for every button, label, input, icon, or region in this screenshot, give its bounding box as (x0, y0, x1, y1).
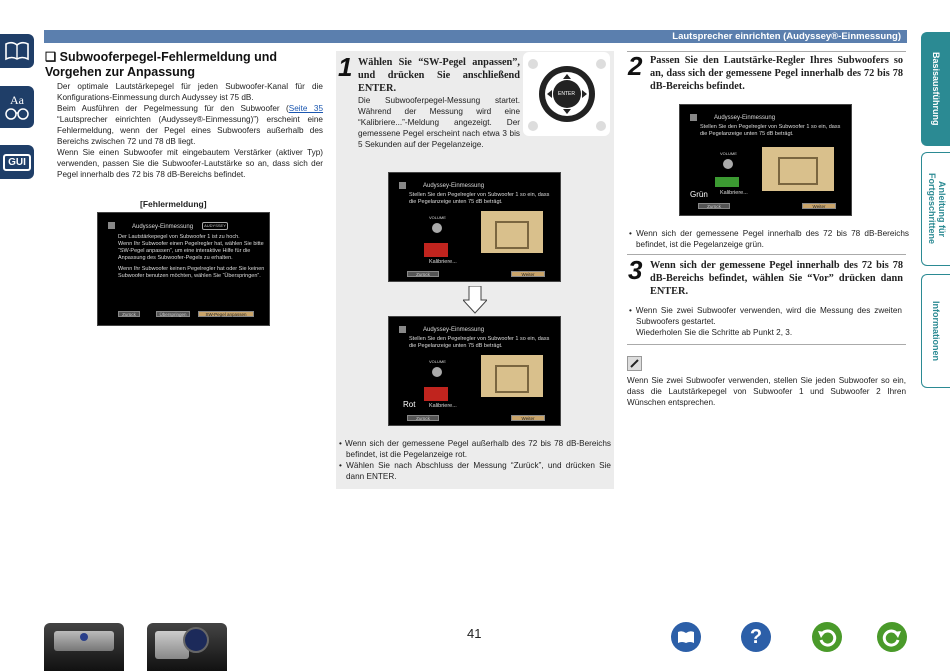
step-number: 2 (628, 51, 643, 81)
book-icon[interactable] (0, 34, 34, 68)
header-title: Lautsprecher einrichten (Audyssey®-Einmessung) (672, 31, 901, 42)
bullet: • Wählen Sie nach Abschluss der Messung “Zurück”, und drücken Sie dann ENTER. (339, 461, 611, 481)
font-size-icon[interactable]: Aa (0, 86, 34, 128)
step1-bullets (339, 438, 611, 482)
error-screen: Audyssey-Einmessung AUDYSSEY Der Lautstärkepegel von Subwoofer 1 ist zu hoch. Wenn Ihr Subwoofer einen Pegelregler hat, wählen Sie bitte “SW-Pegel anpassen”, um eine interaktive Hilfe für die Anpassung des Subwoofer-Pegels zu erhalten. Wenn Ihr Subwoofer keinen Pegelregler hat oder Sie keinen Subwoofer benutzen möchten, wählen Sie “Überspringen”. Zurück Überspringen SW-Pegel anpassen (97, 212, 270, 326)
tab-basisausfuehrung[interactable]: Basisausführung (921, 32, 950, 146)
error-caption: [Fehlermeldung] (140, 199, 207, 209)
book-icon[interactable] (671, 622, 701, 652)
step-number: 3 (628, 255, 643, 285)
calibration-screen: Audyssey-Einmessung Stellen Sie den Pegelregler von Subwoofer 1 so ein, dass die Pegelanzeige unten 75 dB beträgt. VOLUME Kalibriere... Zurück Weiter (388, 172, 561, 282)
bullet: • Wenn Sie zwei Subwoofer verwenden, wird die Messung des zweiten Subwoofers gestartet. (629, 306, 902, 326)
forward-icon[interactable] (877, 622, 907, 652)
note-icon (627, 356, 642, 371)
step1-title: Wählen Sie “SW-Pegel anpassen”, und drücken Sie anschließend ENTER. (358, 57, 520, 94)
red-label: Rot (403, 400, 416, 409)
page-number: 41 (467, 626, 482, 641)
calibration-screen-green: Audyssey-Einmessung Stellen Sie den Pegelregler von Subwoofer 1 so ein, dass die Pegelanzeige unten 75 dB beträgt. VOLUME Kalibriere... Zurück Weiter Grün (679, 104, 852, 216)
step-number: 1 (338, 52, 353, 82)
device-image (147, 623, 227, 671)
step2-title: Passen Sie den Lautstärke-Regler Ihres Subwoofers so an, dass sich der gemessene Pegel innerhalb des 72 bis 78 dB-Bereichs befindet. (650, 55, 903, 92)
step3-bullets (629, 305, 902, 338)
help-icon[interactable]: ? (741, 622, 771, 652)
tab-informationen[interactable]: Informationen (921, 274, 950, 388)
enter-button: ENTER (558, 91, 575, 97)
gui-icon[interactable]: GUI (0, 145, 34, 179)
page-header (44, 30, 907, 43)
step3-title: Wenn sich der gemessene Pegel innerhalb des 72 bis 78 dB-Bereichs befindet, wählen Sie “Vor” drücken dann ENTER. (650, 260, 903, 297)
section-title: ❏ Subwooferpegel-Fehlermeldung und Vorgehen zur Anpassung (45, 50, 278, 79)
tab-fortgeschrittene[interactable]: Anleitung für Fortgeschrittene (921, 152, 950, 266)
step1-body: Die Subwooferpegel-Messung startet. Während der Messung wird eine “Kalibriere...”-Meldung angezeigt. Der gemessene Pegel erscheint nach etwa 3 bis 5 Sekunden auf der Pegelanzeige. (358, 96, 520, 149)
bullet: Wiederholen Sie die Schritte ab Punkt 2, 3. (636, 328, 793, 337)
calibration-screen-red: Audyssey-Einmessung Stellen Sie den Pegelregler von Subwoofer 1 so ein, dass die Pegelanzeige unten 75 dB beträgt. VOLUME Kalibriere... Zurück Weiter Rot (388, 316, 561, 426)
bullet: • Wenn sich der gemessene Pegel außerhalb des 72 bis 78 dB-Bereichs befindet, ist die Pegelanzeige rot. (339, 439, 611, 459)
page-link[interactable]: Seite 35 (288, 104, 324, 113)
paragraph: Beim Ausführen der Pegelmessung für den Subwoofer (Seite 35 “Lautsprecher einrichten (Audyssey®-Einmessung)”) erscheint eine Fehlermeldung, wenn der Pegel eines Subwoofers außerhalb des Bereichs zwischen 72 und 78 dB liegt. (57, 104, 324, 146)
green-label: Grün (690, 190, 708, 199)
paragraph: Der optimale Lautstärkepegel für jeden Subwoofer-Kanal für die Konfigurations-Einmessung durch Audyssey ist 75 dB. (57, 82, 323, 102)
down-arrow-icon (463, 286, 487, 319)
paragraph: Wenn Sie einen Subwoofer mit eingebautem Verstärker (aktiver Typ) verwenden, passen Sie die Subwoofer-Lautstärke so an, dass sich der Pegel innerhalb des 72 bis 78 dB-Bereichs befindet. (57, 148, 323, 179)
remote-control (523, 52, 610, 136)
step2-bullet: • Wenn sich der gemessene Pegel innerhalb des 72 bis 78 dB-Bereichs befindet, ist die Pegelanzeige grün. (629, 229, 909, 249)
device-image (44, 623, 124, 671)
back-icon[interactable] (812, 622, 842, 652)
section-body (57, 81, 323, 180)
note-text: Wenn Sie zwei Subwoofer verwenden, stellen Sie jeden Subwoofer so ein, dass die Lautstärkepegel von Subwoofer 1 und Subwoofer 2 Ihren Wünschen entsprechen. (627, 376, 906, 407)
